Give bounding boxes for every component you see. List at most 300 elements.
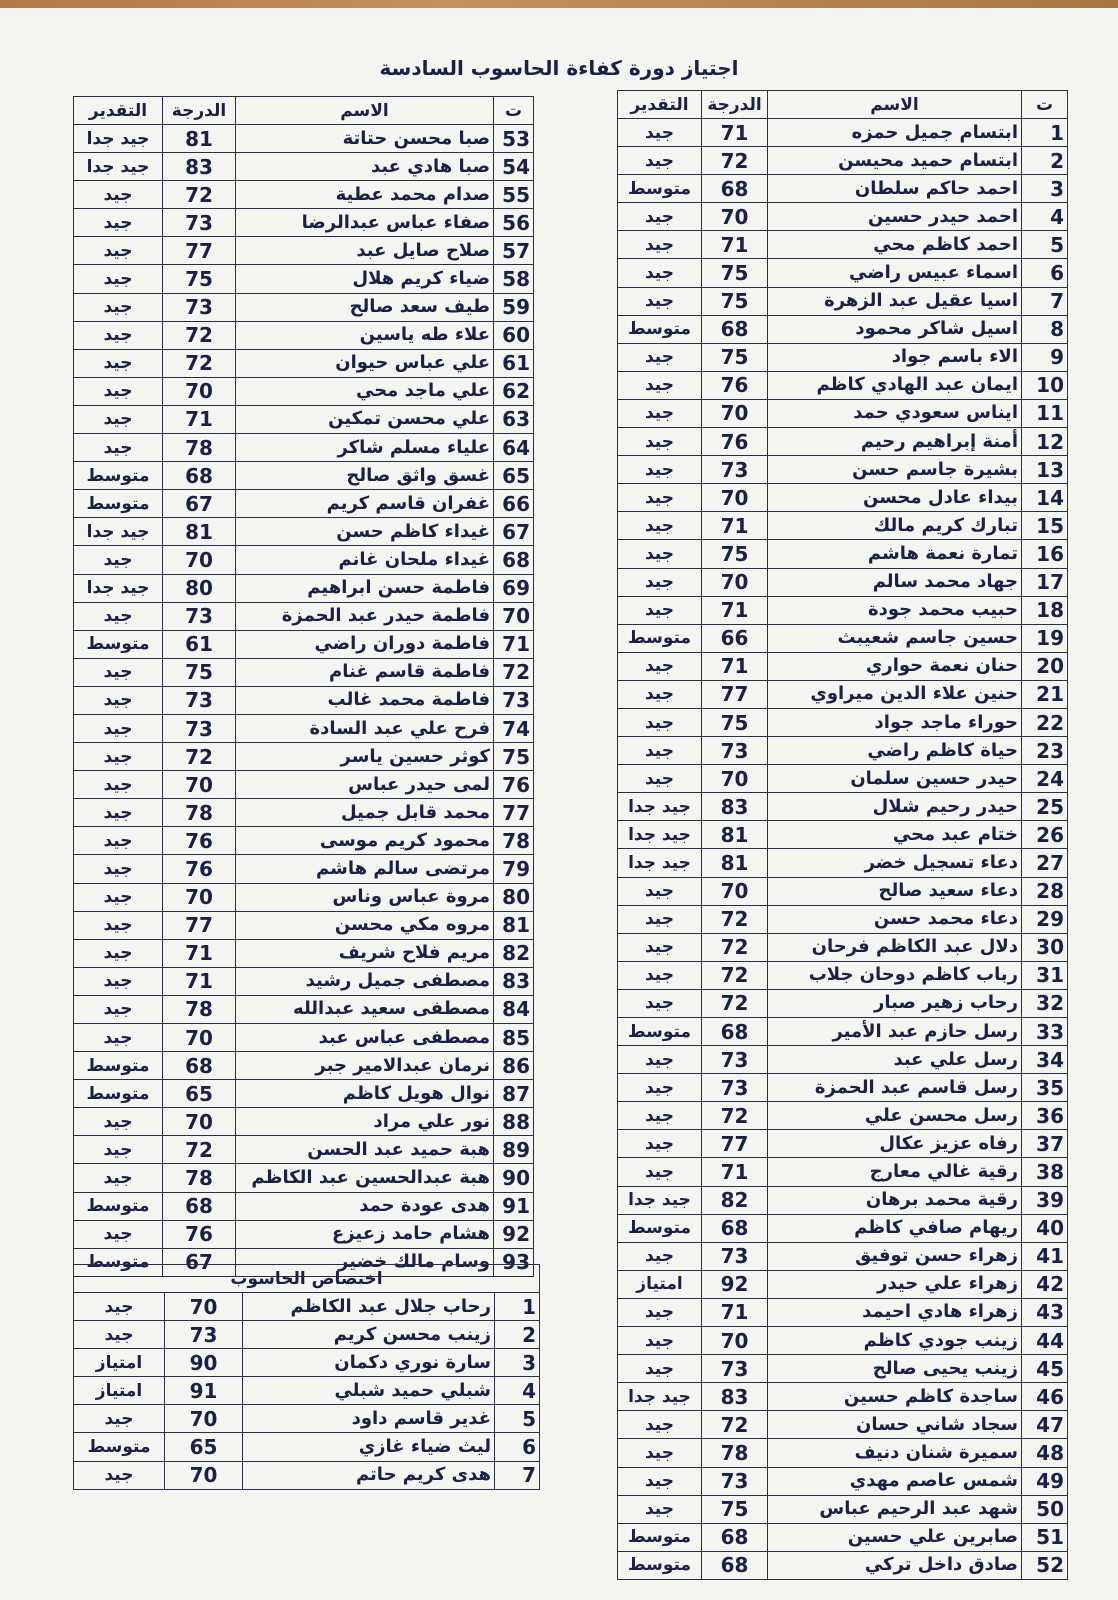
table-row	[618, 1551, 1068, 1579]
student-name: زينب محسن كريم	[243, 1321, 495, 1349]
score-cell: 90	[165, 1349, 243, 1377]
student-name: تبارك كريم مالك	[768, 512, 1022, 540]
row-number: 89	[494, 1136, 534, 1164]
grade-cell: جيد	[74, 1024, 163, 1052]
score-cell: 68	[702, 1551, 768, 1579]
header-row	[618, 91, 1068, 119]
row-number: 63	[494, 405, 534, 433]
table-row	[74, 743, 534, 771]
score-cell: 76	[702, 371, 768, 399]
grade-cell: جيد	[618, 680, 702, 708]
row-number: 56	[494, 209, 534, 237]
student-name: بشيرة جاسم حسن	[768, 456, 1022, 484]
grade-cell: جيد	[618, 1355, 702, 1383]
grade-cell: جيد	[74, 293, 163, 321]
table-row	[74, 602, 534, 630]
row-number: 33	[1022, 1018, 1068, 1046]
score-cell: 80	[163, 574, 236, 602]
grade-cell: جيد	[74, 658, 163, 686]
student-name: زهراء علي حيدر	[768, 1270, 1022, 1298]
table-row	[618, 1046, 1068, 1074]
grade-cell: جيد جدا	[74, 518, 163, 546]
grade-cell: جيد	[618, 1130, 702, 1158]
table-row	[618, 765, 1068, 793]
specialization-title: اختصاص الحاسوب	[74, 1265, 540, 1293]
grade-cell: جيد	[74, 714, 163, 742]
table-row	[618, 933, 1068, 961]
student-name: رباب كاظم دوحان جلاب	[768, 961, 1022, 989]
row-number: 44	[1022, 1327, 1068, 1355]
score-cell: 73	[702, 737, 768, 765]
row-number: 76	[494, 771, 534, 799]
table-row	[74, 855, 534, 883]
score-cell: 78	[163, 799, 236, 827]
row-number: 7	[1022, 287, 1068, 315]
student-name: حياة كاظم راضي	[768, 737, 1022, 765]
table-row	[74, 1136, 534, 1164]
grade-cell: جيد	[618, 119, 702, 147]
row-number: 6	[495, 1433, 540, 1461]
score-cell: 71	[702, 119, 768, 147]
row-number: 26	[1022, 821, 1068, 849]
row-number: 58	[494, 265, 534, 293]
table-row	[74, 462, 534, 490]
table-row	[618, 961, 1068, 989]
row-number: 49	[1022, 1467, 1068, 1495]
page-title: اجتياز دورة كفاءة الحاسوب السادسة	[379, 56, 739, 80]
row-number: 31	[1022, 961, 1068, 989]
grade-cell: جيد	[618, 1242, 702, 1270]
grade-cell: جيد	[74, 602, 163, 630]
table-row	[74, 967, 534, 995]
student-name: رقية غالي معارج	[768, 1158, 1022, 1186]
student-name: بيداء عادل محسن	[768, 484, 1022, 512]
table-row	[74, 883, 534, 911]
score-cell: 76	[163, 1220, 236, 1248]
table-row	[618, 1355, 1068, 1383]
score-cell: 70	[702, 1327, 768, 1355]
student-name: سجاد شاني حسان	[768, 1411, 1022, 1439]
row-number: 4	[495, 1377, 540, 1405]
student-name: فاطمة دوران راضي	[236, 630, 494, 658]
row-number: 8	[1022, 315, 1068, 343]
grade-cell: متوسط	[74, 1080, 163, 1108]
score-cell: 81	[163, 518, 236, 546]
student-name: جهاد محمد سالم	[768, 568, 1022, 596]
student-name: صفاء عباس عبدالرضا	[236, 209, 494, 237]
row-number: 61	[494, 349, 534, 377]
student-name: حوراء ماجد جواد	[768, 708, 1022, 736]
student-name: حيدر حسين سلمان	[768, 765, 1022, 793]
grade-cell: جيد	[74, 799, 163, 827]
score-cell: 81	[702, 821, 768, 849]
table-row	[74, 686, 534, 714]
grade-cell: جيد	[618, 652, 702, 680]
student-name: مروه مكي محسن	[236, 911, 494, 939]
student-name: غيداء كاظم حسن	[236, 518, 494, 546]
row-number: 92	[494, 1220, 534, 1248]
table-row	[618, 1270, 1068, 1298]
score-cell: 70	[702, 568, 768, 596]
grade-cell: متوسط	[74, 630, 163, 658]
table-row	[74, 995, 534, 1023]
table-row	[74, 153, 534, 181]
row-number: 72	[494, 658, 534, 686]
grade-cell: امتياز	[74, 1349, 165, 1377]
row-number: 23	[1022, 737, 1068, 765]
specialization-title-row	[74, 1265, 540, 1293]
score-cell: 70	[702, 203, 768, 231]
grade-cell: جيد	[74, 1461, 165, 1489]
grade-cell: جيد جدا	[74, 125, 163, 153]
row-number: 68	[494, 546, 534, 574]
table-row	[74, 771, 534, 799]
table-row	[618, 1074, 1068, 1102]
row-number: 3	[495, 1349, 540, 1377]
grade-cell: جيد	[618, 540, 702, 568]
score-cell: 73	[702, 1242, 768, 1270]
row-number: 93	[494, 1248, 534, 1276]
score-cell: 91	[165, 1377, 243, 1405]
table-row	[74, 1433, 540, 1461]
student-name: رقية محمد برهان	[768, 1186, 1022, 1214]
score-cell: 72	[163, 1136, 236, 1164]
grade-cell: متوسط	[74, 1248, 163, 1276]
table-row	[618, 708, 1068, 736]
score-cell: 68	[702, 1214, 768, 1242]
header-grade: التقدير	[74, 97, 163, 125]
table-row	[618, 877, 1068, 905]
student-name: ابتسام حميد محيسن	[768, 147, 1022, 175]
student-name: ليث ضياء غازي	[243, 1433, 495, 1461]
table-row	[618, 175, 1068, 203]
student-name: صابرين علي حسين	[768, 1523, 1022, 1551]
table-row	[618, 624, 1068, 652]
student-name: شبلي حميد شبلي	[243, 1377, 495, 1405]
grade-cell: جيد	[618, 287, 702, 315]
table-row	[74, 434, 534, 462]
score-cell: 73	[702, 1046, 768, 1074]
row-number: 35	[1022, 1074, 1068, 1102]
score-cell: 75	[163, 658, 236, 686]
row-number: 59	[494, 293, 534, 321]
row-number: 79	[494, 855, 534, 883]
grade-cell: جيد	[74, 743, 163, 771]
student-name: علي ماجد محي	[236, 377, 494, 405]
grade-cell: جيد	[618, 961, 702, 989]
student-name: سميرة شنان دنيف	[768, 1439, 1022, 1467]
score-cell: 71	[163, 939, 236, 967]
table-row	[74, 1052, 534, 1080]
grade-cell: جيد	[74, 181, 163, 209]
grade-cell: جيد	[74, 265, 163, 293]
student-name: فرح علي عبد السادة	[236, 714, 494, 742]
student-name: اسماء عبيس راضي	[768, 259, 1022, 287]
student-name: حنين علاء الدين ميراوي	[768, 680, 1022, 708]
row-number: 81	[494, 911, 534, 939]
table-row	[618, 287, 1068, 315]
score-cell: 76	[163, 827, 236, 855]
table-row	[618, 371, 1068, 399]
row-number: 38	[1022, 1158, 1068, 1186]
row-number: 25	[1022, 793, 1068, 821]
student-name: حيدر رحيم شلال	[768, 793, 1022, 821]
table-row	[74, 827, 534, 855]
student-name: علي محسن تمكين	[236, 405, 494, 433]
table-row	[618, 793, 1068, 821]
student-name: فاطمة حيدر عبد الحمزة	[236, 602, 494, 630]
header-score: الدرجة	[702, 91, 768, 119]
row-number: 51	[1022, 1523, 1068, 1551]
row-number: 1	[1022, 119, 1068, 147]
row-number: 70	[494, 602, 534, 630]
grade-cell: متوسط	[618, 1551, 702, 1579]
table-row	[618, 1523, 1068, 1551]
row-number: 7	[495, 1461, 540, 1489]
student-name: هدى عودة حمد	[236, 1192, 494, 1220]
score-cell: 70	[165, 1405, 243, 1433]
table-row	[618, 1467, 1068, 1495]
table-row	[74, 1164, 534, 1192]
table-row	[618, 1495, 1068, 1523]
score-cell: 71	[163, 405, 236, 433]
student-name: شمس عاصم مهدي	[768, 1467, 1022, 1495]
table-row	[618, 1298, 1068, 1326]
row-number: 2	[495, 1321, 540, 1349]
grade-cell: جيد	[618, 568, 702, 596]
grade-cell: جيد	[618, 1327, 702, 1355]
row-number: 6	[1022, 259, 1068, 287]
row-number: 62	[494, 377, 534, 405]
score-cell: 71	[702, 231, 768, 259]
table-row	[74, 490, 534, 518]
grade-cell: جيد	[618, 259, 702, 287]
row-number: 45	[1022, 1355, 1068, 1383]
score-cell: 70	[702, 399, 768, 427]
row-number: 34	[1022, 1046, 1068, 1074]
score-cell: 68	[702, 1523, 768, 1551]
score-cell: 75	[163, 265, 236, 293]
grade-cell: جيد	[618, 933, 702, 961]
student-name: رسل قاسم عبد الحمزة	[768, 1074, 1022, 1102]
table-row	[74, 377, 534, 405]
student-name: علي عباس حيوان	[236, 349, 494, 377]
row-number: 15	[1022, 512, 1068, 540]
row-number: 54	[494, 153, 534, 181]
table-row	[74, 349, 534, 377]
table-row	[618, 1102, 1068, 1130]
grade-cell: جيد جدا	[618, 793, 702, 821]
student-name: ايناس سعودي حمد	[768, 399, 1022, 427]
score-cell: 72	[702, 147, 768, 175]
grade-cell: جيد	[618, 1467, 702, 1495]
header-num: ت	[1022, 91, 1068, 119]
student-name: فاطمة محمد غالب	[236, 686, 494, 714]
grade-cell: جيد	[74, 237, 163, 265]
student-name: أمنة إبراهيم رحيم	[768, 428, 1022, 456]
grade-cell: جيد	[618, 343, 702, 371]
score-cell: 68	[163, 462, 236, 490]
student-name: محمد قابل جميل	[236, 799, 494, 827]
table-row	[74, 1293, 540, 1321]
table-row	[74, 209, 534, 237]
grade-cell: جيد	[618, 1495, 702, 1523]
results-table-right	[617, 90, 1068, 1580]
table-row	[618, 1327, 1068, 1355]
student-name: علياء مسلم شاكر	[236, 434, 494, 462]
score-cell: 83	[163, 153, 236, 181]
grade-cell: جيد	[618, 512, 702, 540]
student-name: صبا محسن حتاتة	[236, 125, 494, 153]
score-cell: 72	[702, 989, 768, 1017]
grade-cell: امتياز	[74, 1377, 165, 1405]
grade-cell: جيد	[618, 905, 702, 933]
grade-cell: جيد	[74, 1321, 165, 1349]
score-cell: 76	[163, 855, 236, 883]
table-row	[618, 456, 1068, 484]
score-cell: 70	[163, 377, 236, 405]
student-name: نوال هويل كاظم	[236, 1080, 494, 1108]
score-cell: 73	[163, 602, 236, 630]
student-name: غيداء ملحان غانم	[236, 546, 494, 574]
grade-cell: جيد	[74, 1108, 163, 1136]
table-row	[618, 343, 1068, 371]
student-name: فاطمة حسن ابراهيم	[236, 574, 494, 602]
score-cell: 77	[163, 237, 236, 265]
student-name: رسل علي عبد	[768, 1046, 1022, 1074]
grade-cell: جيد	[618, 1298, 702, 1326]
student-name: احمد حاكم سلطان	[768, 175, 1022, 203]
row-number: 48	[1022, 1439, 1068, 1467]
score-cell: 68	[163, 1052, 236, 1080]
row-number: 46	[1022, 1383, 1068, 1411]
row-number: 11	[1022, 399, 1068, 427]
score-cell: 73	[163, 714, 236, 742]
row-number: 73	[494, 686, 534, 714]
row-number: 14	[1022, 484, 1068, 512]
row-number: 17	[1022, 568, 1068, 596]
table-row	[618, 119, 1068, 147]
score-cell: 70	[702, 484, 768, 512]
row-number: 47	[1022, 1411, 1068, 1439]
row-number: 27	[1022, 849, 1068, 877]
student-name: صادق داخل تركي	[768, 1551, 1022, 1579]
row-number: 71	[494, 630, 534, 658]
grade-cell: جيد	[74, 1164, 163, 1192]
score-cell: 76	[702, 428, 768, 456]
student-name: حنان نعمة حواري	[768, 652, 1022, 680]
student-name: صبا هادي عبد	[236, 153, 494, 181]
score-cell: 72	[702, 961, 768, 989]
student-name: مصطفى جميل رشيد	[236, 967, 494, 995]
student-name: تمارة نعمة هاشم	[768, 540, 1022, 568]
table-row	[74, 1377, 540, 1405]
row-number: 53	[494, 125, 534, 153]
student-name: هشام حامد زعيزع	[236, 1220, 494, 1248]
score-cell: 68	[702, 1018, 768, 1046]
grade-cell: جيد	[618, 1439, 702, 1467]
table-row	[618, 1130, 1068, 1158]
table-row	[618, 737, 1068, 765]
grade-cell: جيد	[74, 321, 163, 349]
grade-cell: جيد	[74, 377, 163, 405]
row-number: 10	[1022, 371, 1068, 399]
score-cell: 83	[702, 1383, 768, 1411]
student-name: صدام محمد عطية	[236, 181, 494, 209]
row-number: 78	[494, 827, 534, 855]
grade-cell: جيد	[74, 911, 163, 939]
student-name: ابتسام جميل حمزه	[768, 119, 1022, 147]
table-row	[74, 125, 534, 153]
student-name: احمد حيدر حسين	[768, 203, 1022, 231]
row-number: 57	[494, 237, 534, 265]
table-row	[618, 821, 1068, 849]
student-name: غدير قاسم داود	[243, 1405, 495, 1433]
score-cell: 82	[702, 1186, 768, 1214]
grade-cell: متوسط	[74, 1433, 165, 1461]
grade-cell: متوسط	[618, 1523, 702, 1551]
grade-cell: جيد	[618, 484, 702, 512]
score-cell: 75	[702, 287, 768, 315]
student-name: زهراء هادي احيمد	[768, 1298, 1022, 1326]
score-cell: 75	[702, 343, 768, 371]
table-row	[74, 630, 534, 658]
score-cell: 77	[702, 1130, 768, 1158]
row-number: 82	[494, 939, 534, 967]
grade-cell: جيد	[74, 209, 163, 237]
grade-cell: جيد	[618, 765, 702, 793]
row-number: 80	[494, 883, 534, 911]
table-row	[618, 1383, 1068, 1411]
row-number: 3	[1022, 175, 1068, 203]
student-name: دلال عبد الكاظم فرحان	[768, 933, 1022, 961]
student-name: هبة عبدالحسين عبد الكاظم	[236, 1164, 494, 1192]
row-number: 90	[494, 1164, 534, 1192]
grade-cell: جيد	[74, 546, 163, 574]
grade-cell: جيد	[74, 827, 163, 855]
score-cell: 61	[163, 630, 236, 658]
student-name: دعاء محمد حسن	[768, 905, 1022, 933]
score-cell: 71	[702, 652, 768, 680]
score-cell: 71	[702, 1298, 768, 1326]
table-row	[618, 989, 1068, 1017]
row-number: 19	[1022, 624, 1068, 652]
grade-cell: جيد	[618, 1074, 702, 1102]
score-cell: 70	[163, 1024, 236, 1052]
student-name: محمود كريم موسى	[236, 827, 494, 855]
student-name: الاء باسم جواد	[768, 343, 1022, 371]
table-row	[74, 181, 534, 209]
table-row	[74, 518, 534, 546]
score-cell: 70	[702, 877, 768, 905]
student-name: مريم فلاح شريف	[236, 939, 494, 967]
score-cell: 72	[163, 181, 236, 209]
student-name: مصطفى سعيد عبدالله	[236, 995, 494, 1023]
student-name: مصطفى عباس عبد	[236, 1024, 494, 1052]
table-row	[74, 658, 534, 686]
table-row	[74, 1024, 534, 1052]
student-name: دعاء سعيد صالح	[768, 877, 1022, 905]
table-row	[74, 405, 534, 433]
grade-cell: جيد	[618, 737, 702, 765]
table-row	[74, 321, 534, 349]
score-cell: 71	[702, 596, 768, 624]
score-cell: 78	[163, 434, 236, 462]
grade-cell: متوسط	[74, 1192, 163, 1220]
grade-cell: جيد	[618, 1158, 702, 1186]
grade-cell: متوسط	[618, 1214, 702, 1242]
student-name: ريهام صافي كاظم	[768, 1214, 1022, 1242]
